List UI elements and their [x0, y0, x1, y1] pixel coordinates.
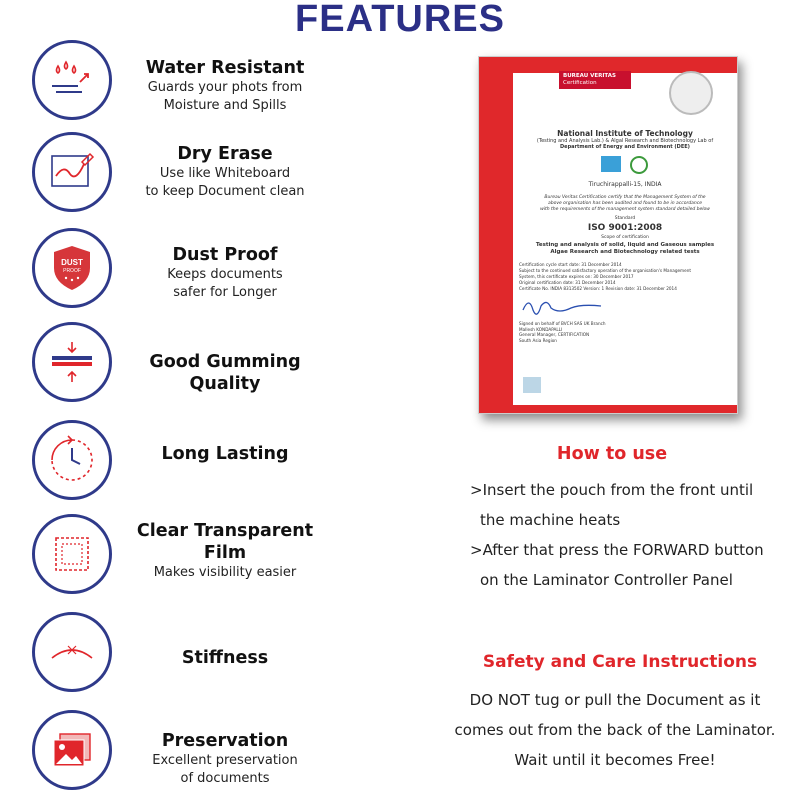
- signature-icon: [519, 296, 731, 321]
- certificate-org: National Institute of Technology: [557, 129, 693, 138]
- feature-desc: Guards your phots from: [147, 80, 303, 95]
- safety-line: Wait until it becomes Free!: [514, 751, 716, 769]
- feature-title: Long Lasting: [161, 444, 289, 464]
- instruction-line: on the Laminator Controller Panel: [480, 571, 733, 589]
- certificate-body: [519, 129, 731, 401]
- dust-proof-shield-icon: [44, 240, 100, 296]
- feature-icon-circle: [32, 40, 112, 120]
- feature-desc: Use like Whiteboard: [159, 166, 291, 181]
- feature-desc: Excellent preservation: [152, 753, 298, 768]
- feature-title: Stiffness: [181, 648, 269, 668]
- feature-water-resistant: [130, 57, 320, 115]
- feature-title: Clear Transparent: [136, 521, 314, 541]
- hologram-icon: [523, 377, 541, 393]
- certificate-location: Tiruchirappalli-15, INDIA: [588, 181, 662, 188]
- safety-line: DO NOT tug or pull the Document as it: [469, 691, 761, 709]
- feature-dry-erase: [130, 143, 320, 201]
- feature-icon-circle: [32, 322, 112, 402]
- safety-heading: Safety and Care Instructions: [482, 652, 758, 672]
- feature-title: Good Gumming: [149, 352, 301, 372]
- how-to-use-instructions: [470, 475, 780, 595]
- certificate-dates: Certification cycle start date: 31 December 2014 Subject to the continued satisfactory operation of the organisation's Management System, this certificate expires on: 30 December 2017 Original certification date: 31 December 2014 Certificate No. INDIA 8313502 Version: 1 Revision date: 31 December 2014: [519, 262, 692, 291]
- feature-title: Water Resistant: [145, 58, 305, 78]
- transparent-frame-icon: [44, 526, 100, 582]
- dry-erase-pen-icon: [44, 144, 100, 200]
- certificate-standard-label: Standard: [614, 216, 636, 221]
- feature-desc: Makes visibility easier: [153, 565, 297, 580]
- feature-good-gumming: [130, 351, 320, 395]
- feature-icon-circle: [32, 132, 112, 212]
- feature-long-lasting: [130, 443, 320, 465]
- feature-title: Dry Erase: [177, 144, 273, 164]
- feature-desc: safer for Longer: [173, 285, 277, 300]
- instruction-line: >After that press the FORWARD button: [470, 541, 764, 559]
- certificate-border: [479, 405, 737, 413]
- feature-desc: Keeps documents: [167, 267, 283, 282]
- nit-logo-icon: [519, 154, 731, 179]
- iso-certificate-image: [478, 56, 738, 414]
- feature-title: Preservation: [161, 731, 289, 751]
- certificate-border: [479, 57, 513, 413]
- certificate-scope-label: Scope of certification: [601, 235, 649, 240]
- feature-clear-transparent-film: [130, 520, 320, 582]
- clock-arrow-icon: [44, 432, 100, 488]
- page-title: FEATURES: [295, 0, 505, 40]
- instruction-line: >Insert the pouch from the front until: [470, 481, 754, 499]
- certificate-scope: Testing and analysis of solid, liquid and Gaseous samples Algae Research and Biotechnology related tests: [535, 242, 715, 255]
- feature-title: Dust Proof: [172, 245, 278, 265]
- image-photo-icon: [44, 722, 100, 778]
- feature-icon-circle: [32, 420, 112, 500]
- feature-preservation: [130, 730, 320, 788]
- certificate-org-sub: (Testing and Analysis Lab.) & Algal Research and Biotechnology Lab of: [536, 138, 714, 144]
- gumming-layers-icon: [44, 334, 100, 390]
- bureau-veritas-seal-icon: [669, 71, 713, 115]
- svg-text:PROOF: PROOF: [63, 268, 81, 274]
- safety-instructions: [440, 685, 790, 775]
- feature-icon-circle: [32, 612, 112, 692]
- bureau-veritas-logo: BUREAU VERITAS Certification: [559, 71, 631, 89]
- feature-title: Quality: [189, 374, 261, 394]
- feature-desc: to keep Document clean: [145, 184, 305, 199]
- feature-title: Film: [203, 543, 247, 563]
- how-to-use-heading: How to use: [556, 444, 668, 464]
- stiffness-curve-icon: [44, 624, 100, 680]
- feature-stiffness: [130, 647, 320, 669]
- water-drops-icon: [44, 52, 100, 108]
- certificate-standard: ISO 9001:2008: [587, 223, 663, 233]
- certificate-signatory: Signed on behalf of BVCH SAS UK Branch Mallesh KONDAPALLI General Manager, CERTIFICATION South Asia Region: [519, 321, 606, 343]
- feature-dust-proof: [130, 244, 320, 302]
- feature-desc: Moisture and Spills: [163, 98, 287, 113]
- feature-icon-circle: [32, 514, 112, 594]
- instruction-line: the machine heats: [480, 511, 621, 529]
- safety-line: comes out from the back of the Laminator.: [454, 721, 776, 739]
- certificate-statement: Bureau Veritas Certification certify that the Management System of the above organisation has been audited and found to be in accordance with the requirements of the management system standard detailed below: [540, 195, 710, 212]
- svg-text:DUST: DUST: [61, 258, 83, 267]
- feature-icon-circle: [32, 228, 112, 308]
- certificate-org-sub: Department of Energy and Environment (DEE): [560, 144, 690, 150]
- feature-icon-circle: [32, 710, 112, 790]
- feature-desc: of documents: [180, 771, 270, 786]
